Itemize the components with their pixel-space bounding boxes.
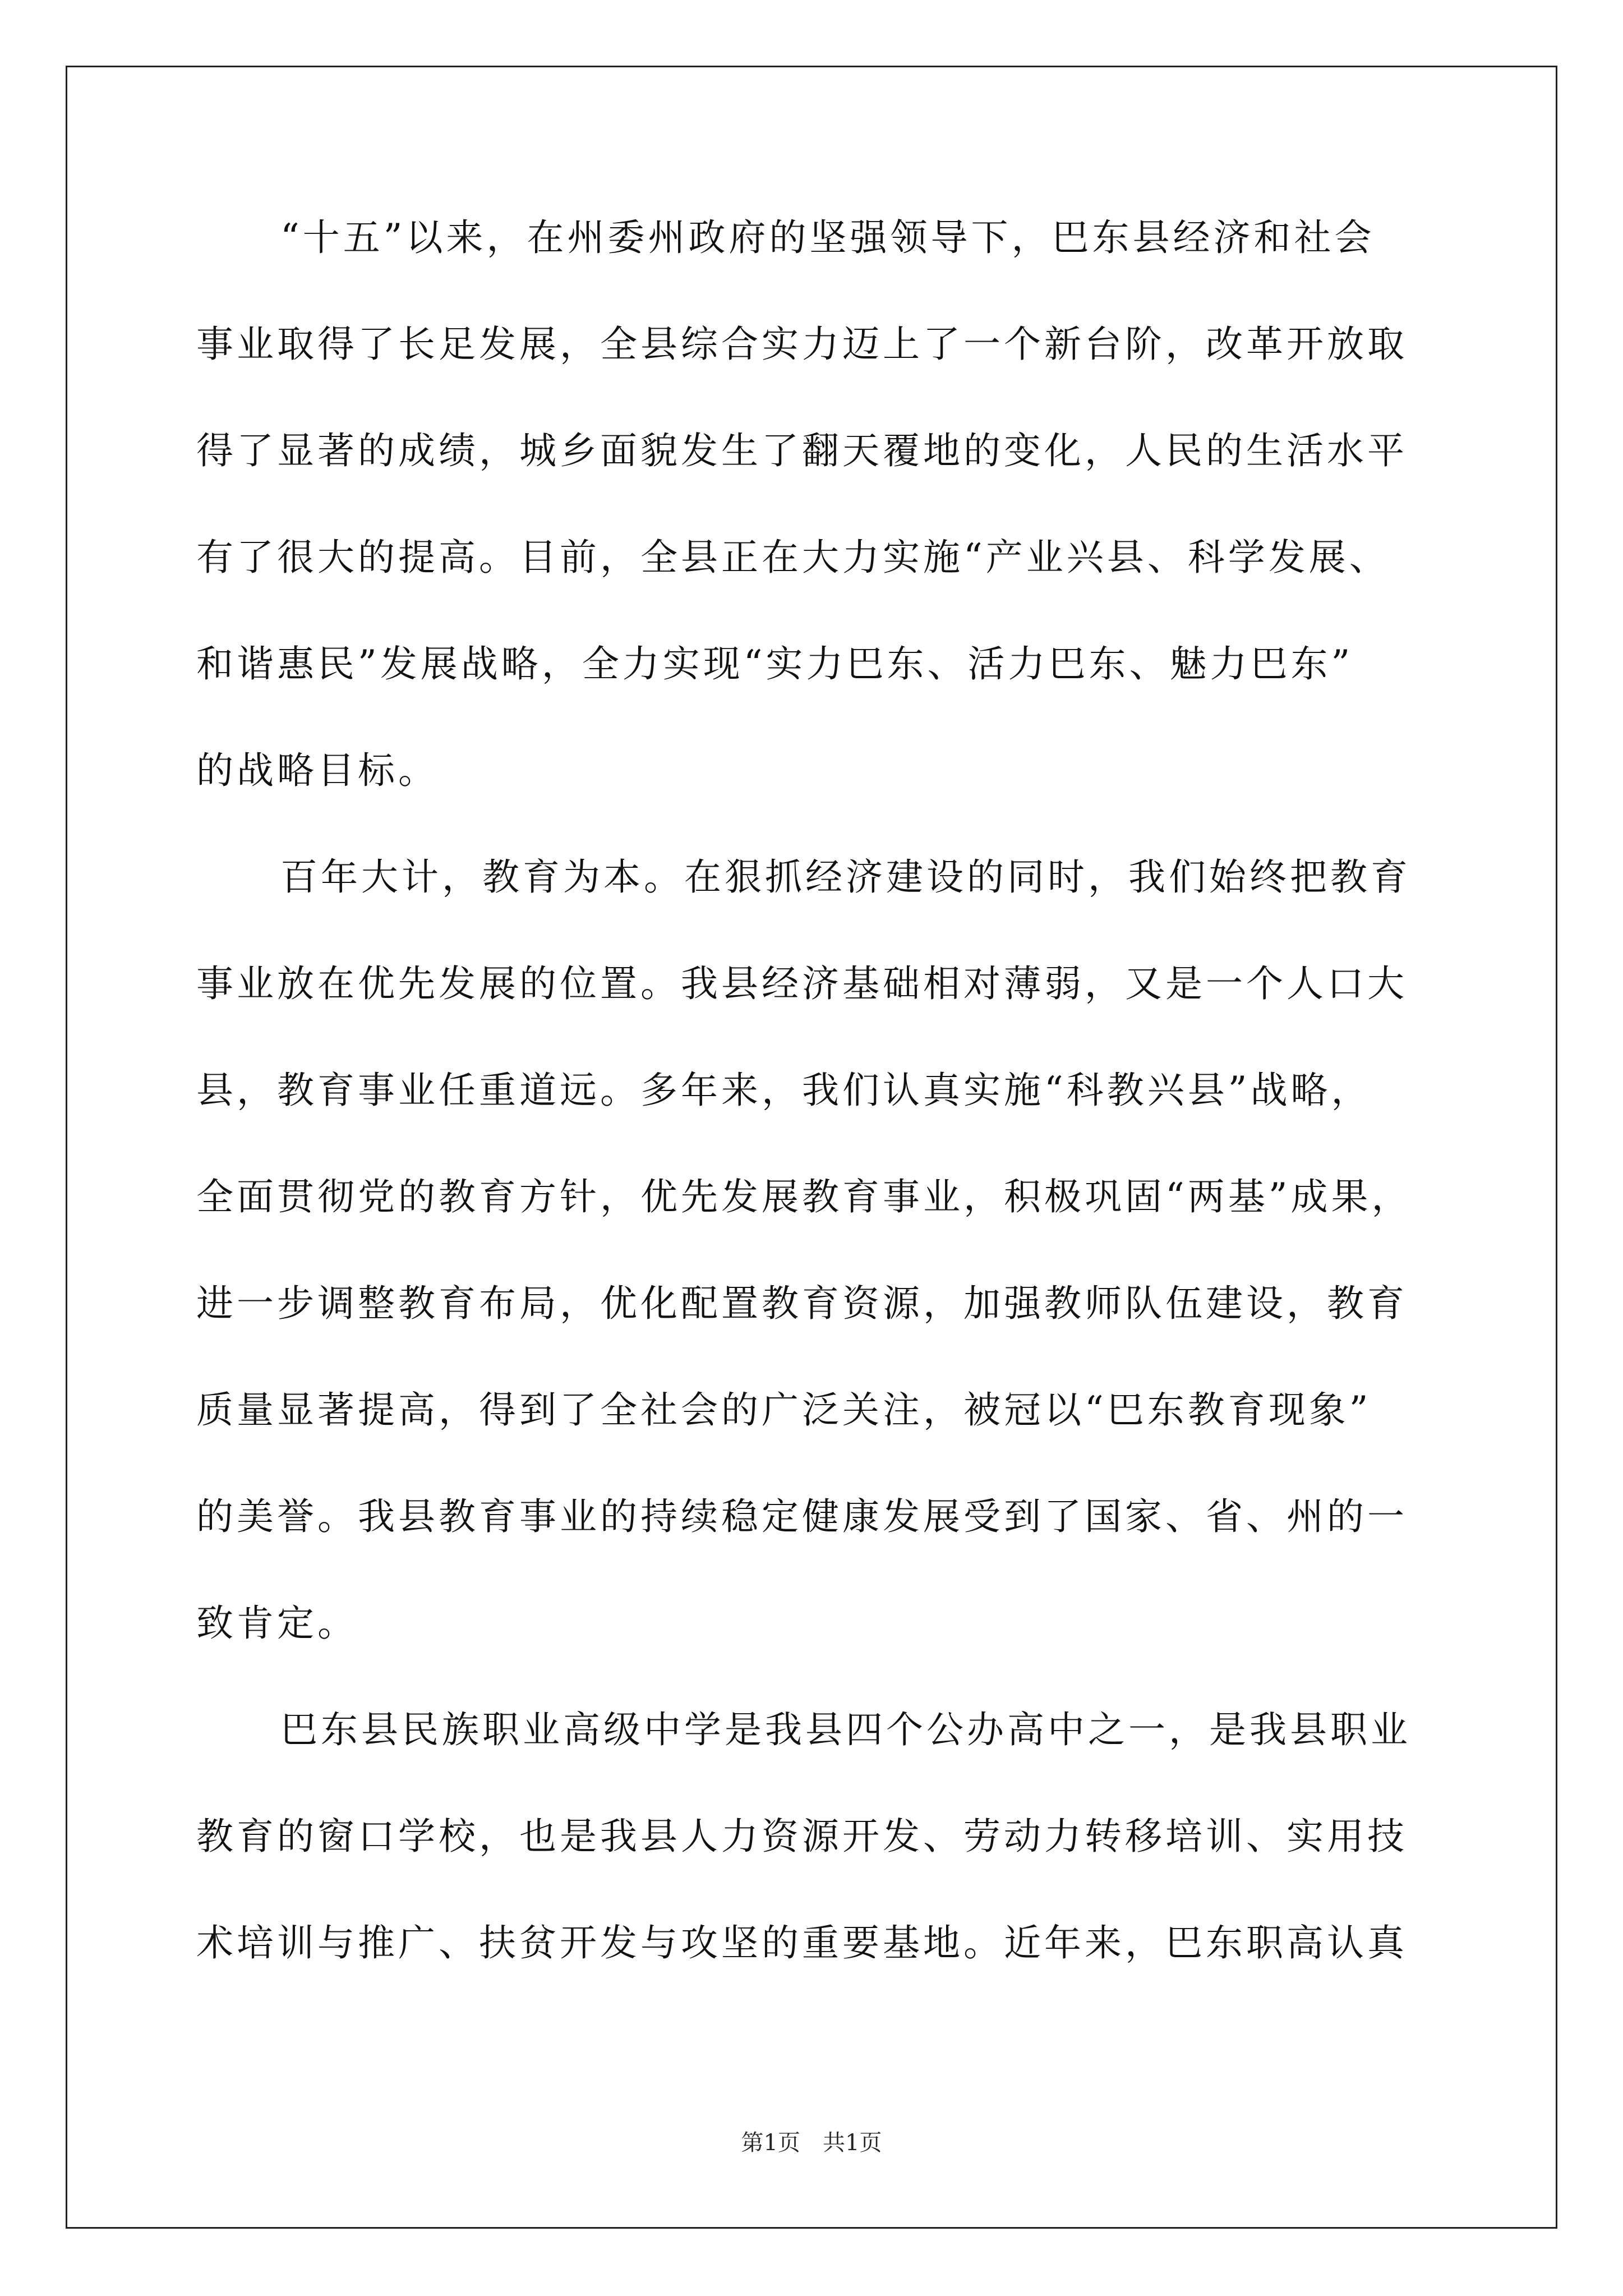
paragraph-2-line-7: 的美誉。我县教育事业的持续稳定健康发展受到了国家、省、州的一 bbox=[196, 1495, 1408, 1538]
paragraph-3-line-2: 教育的窗口学校，也是我县人力资源开发、劳动力转移培训、实用技 bbox=[196, 1815, 1408, 1858]
paragraph-2-line-3: 县，教育事业任重道远。多年来，我们认真实施“科教兴县”战略， bbox=[196, 1069, 1372, 1112]
paragraph-1-line-6: 的战略目标。 bbox=[196, 749, 439, 792]
paragraph-3-line-3: 术培训与推广、扶贫开发与攻坚的重要基地。近年来，巴东职高认真 bbox=[196, 1921, 1408, 1964]
paragraph-2-line-8: 致肯定。 bbox=[196, 1602, 358, 1645]
paragraph-1-line-3: 得了显著的成绩，城乡面貌发生了翻天覆地的变化，人民的生活水平 bbox=[196, 429, 1408, 472]
paragraph-2-line-6: 质量显著提高，得到了全社会的广泛关注，被冠以“巴东教育现象” bbox=[196, 1388, 1372, 1432]
paragraph-3-line-1: 巴东县民族职业高级中学是我县四个公办高中之一，是我县职业 bbox=[280, 1708, 1411, 1751]
paragraph-1-line-2: 事业取得了长足发展，全县综合实力迈上了一个新台阶，改革开放取 bbox=[196, 323, 1408, 366]
paragraph-2-line-2: 事业放在优先发展的位置。我县经济基础相对薄弱，又是一个人口大 bbox=[196, 962, 1408, 1005]
paragraph-2-line-4: 全面贯彻党的教育方针，优先发展教育事业，积极巩固“两基”成果， bbox=[196, 1175, 1412, 1218]
paragraph-1-line-5: 和谐惠民”发展战略，全力实现“实力巴东、活力巴东、魅力巴东” bbox=[196, 642, 1354, 685]
page-number-total: 共1页 bbox=[823, 2130, 882, 2156]
paragraph-2-line-1: 百年大计，教育为本。在狠抓经济建设的同时，我们始终把教育 bbox=[280, 855, 1411, 899]
page-number-current: 第1页 bbox=[741, 2130, 800, 2156]
page-footer bbox=[0, 2126, 1623, 2160]
paragraph-2-line-5: 进一步调整教育布局，优化配置教育资源，加强教师队伍建设，教育 bbox=[196, 1282, 1408, 1325]
document-body bbox=[196, 210, 1430, 2022]
paragraph-1-line-1: “十五”以来，在州委州政府的坚强领导下，巴东县经济和社会 bbox=[280, 216, 1375, 259]
paragraph-1-line-4: 有了很大的提高。目前，全县正在大力实施“产业兴县、科学发展、 bbox=[196, 536, 1390, 579]
